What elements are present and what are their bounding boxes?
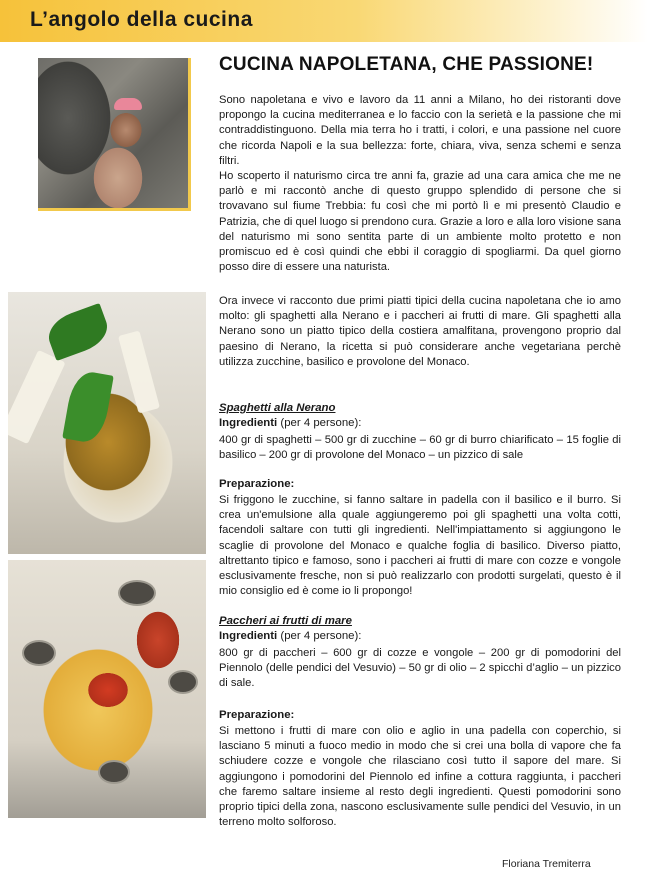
provolone-shard xyxy=(118,331,160,414)
recipe2-prep-label: Preparazione: xyxy=(219,709,295,721)
clam-shell xyxy=(168,670,198,694)
intro-paragraph-1: Sono napoletana e vivo e lavoro da 11 anni a Milano, ho dei ristoranti dove propongo la cucina mediterranea e lo faccio con la serietà e la passione che mi contraddistinguono. Della mia terra ho i tratti, i colori, e una passione nel cuore che ricorda Napoli e la sua bellezza: forte, chiara, viva, senza schemi e senza filtri. xyxy=(219,94,621,167)
clam-shell xyxy=(98,760,130,784)
spaghetti-nerano-photo xyxy=(8,292,206,554)
clam-shell xyxy=(22,640,56,666)
recipe2-title: Paccheri ai frutti di mare xyxy=(219,615,352,627)
author-portrait-photo xyxy=(38,58,191,211)
pink-cap-shape xyxy=(114,98,142,110)
section-banner xyxy=(0,0,648,42)
servings-text: (per 4 persone): xyxy=(277,417,362,429)
recipe1-preparation: Si friggono le zucchine, si fanno saltare in padella con il basilico e il burro. Si crea un'emulsione alla quale aggiungeremo poi gli spaghetti una volta cotti, facendoli saltare con tutti gli ingredienti. Nell'impiattamento si aggiungono le scaglie di provolone del Monaco e qualche foglia di basilico. Diverso piatto, altrettanto tipico e famoso, sono i paccheri ai frutti di mare con cozze e vongole esclusivamente fresche, non si può realizzarlo con prodotti surgelati, questo è il mio consiglio ed è come io li propongo! xyxy=(219,494,621,598)
basil-leaf xyxy=(62,369,114,445)
ingredients-label: Ingredienti xyxy=(219,417,278,429)
clam-shell xyxy=(118,580,156,606)
middle-paragraph: Ora invece vi racconto due primi piatti tipici della cucina napoletana che io amo molto: gli spaghetti alla Nerano e i paccheri ai frutti di mare. Gli spaghetti alla Nerano sono un piatto tipico della costiera amalfitana, provengono proprio dal paesino di Nerano, la ricetta si può considerare anche vegetariana perchè utilizza zucchine, basilico e provolone del Monaco. xyxy=(219,295,621,368)
recipe2-ingredients-label xyxy=(219,630,361,642)
recipe1-prep-label: Preparazione: xyxy=(219,478,295,490)
recipe2-preparation: Si mettono i frutti di mare con olio e aglio in una padella con coperchio, si lasciano 5 minuti a fuoco medio in modo che si crei una bolla di vapore che fa schiudere cozze e vongole che rilasciano così tutto il sapore del mare. Si aggiungono i pomodorini del Piennolo ed infine a cottura raggiunta, i paccheri che faremo saltare insieme al resto degli ingredienti. Questi pomodorini sono proprio tipici della zona, nascono esclusivamente sulle pendici del Vesuvio, in un terreno molto solforoso. xyxy=(219,725,621,829)
section-title: L’angolo della cucina xyxy=(30,8,253,31)
intro-text xyxy=(219,93,621,275)
servings-text: (per 4 persone): xyxy=(277,630,362,642)
article-title: CUCINA NAPOLETANA, CHE PASSIONE! xyxy=(219,54,594,75)
basil-leaf xyxy=(43,303,113,361)
ingredients-label: Ingredienti xyxy=(219,630,278,642)
author-signature: Floriana Tremiterra xyxy=(502,858,591,870)
recipe1-ingredients-label xyxy=(219,417,361,429)
provolone-shard xyxy=(8,350,66,444)
intro-paragraph-2: Ho scoperto il naturismo circa tre anni fa, grazie ad una cara amica che me ne parlò e mi raccontò anche di questo gruppo splendido di persone che si trovavano sul fiume Trebbia: fu così che mi portò lì e mi presentò Claudio e Patrizia, che di quel luogo si prendono cura. Grazie a loro e alla loro visione sana del naturismo mi sono sentita parte di un ambiente molto protetto e non promiscuo ed è così quindi che ebbi il coraggio di spogliarmi. Da quel giorno posso dire di essere una naturista. xyxy=(219,170,621,274)
recipe1-ingredients: 400 gr di spaghetti – 500 gr di zucchine – 60 gr di burro chiarificato – 15 foglie di basilico – 200 gr di provolone del Monaco – un pizzico di sale xyxy=(219,434,621,462)
paccheri-seafood-photo xyxy=(8,560,206,818)
recipe2-ingredients: 800 gr di paccheri – 600 gr di cozze e vongole – 200 gr di pomodorini del Piennolo (delle pendici del Vesuvio) – 50 gr di olio – 2 spicchi d’aglio – un pizzico di sale. xyxy=(219,647,621,690)
recipe1-title: Spaghetti alla Nerano xyxy=(219,402,336,414)
